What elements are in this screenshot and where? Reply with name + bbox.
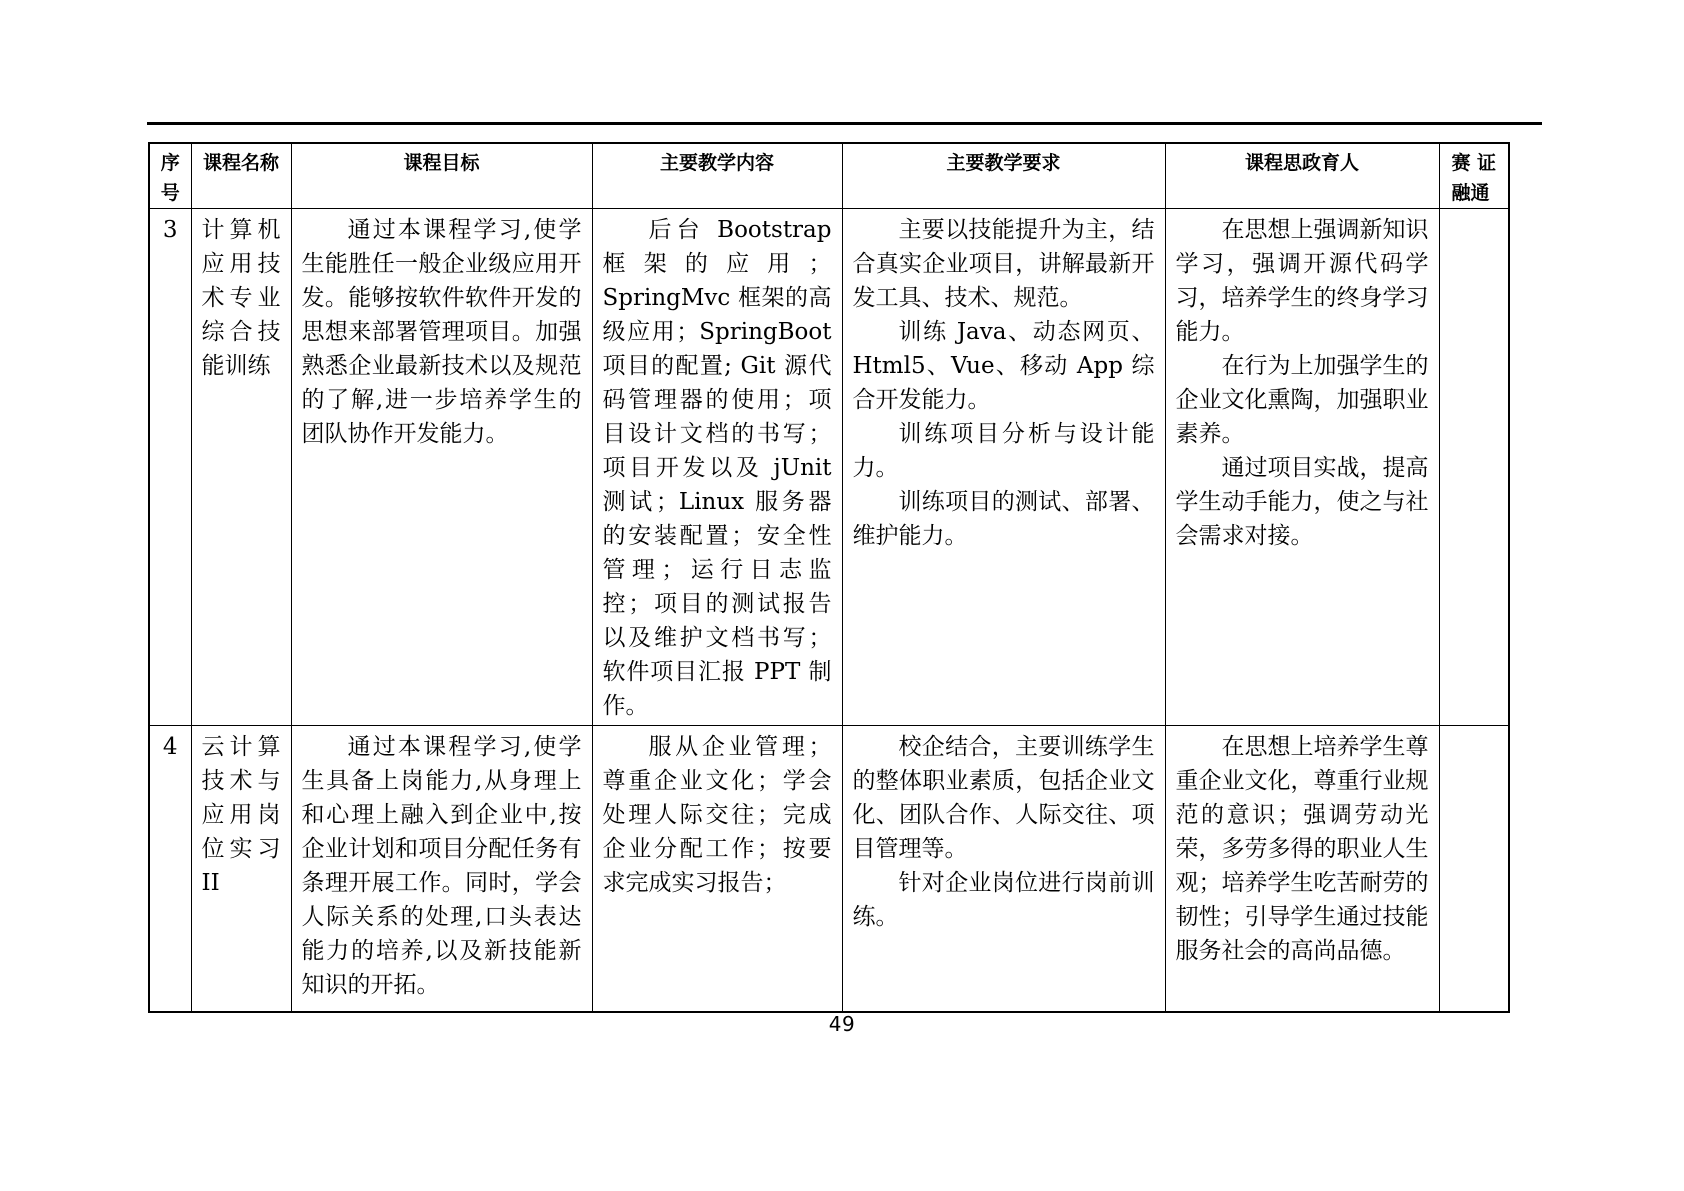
curriculum-table <box>148 142 1510 1013</box>
cell-objectives <box>291 726 592 1012</box>
cell-objectives <box>291 209 592 726</box>
cell-ideology <box>1165 209 1439 726</box>
column-header-index: 序号 <box>149 143 191 209</box>
paragraph: 训练 Java、动态网页、Html5、Vue、移动 App 综合开发能力。 <box>852 319 1155 413</box>
column-header-fusion: 赛证融通 <box>1439 143 1509 209</box>
cell-content <box>592 726 842 1012</box>
paragraph: 后台 Bootstrap 框架的应用；SpringMvc 框架的高级应用；SpringBoot 项目的配置; Git 源代码管理器的使用；项目设计文档的书写；项目开发以及 jUnit 测试；Linux 服务器的安装配置；安全性管理；运行日志监控；项目的测试报告以及维护文档书写；软件项目汇报 PPT 制作。 <box>602 217 832 719</box>
column-header-objectives: 课程目标 <box>291 143 592 209</box>
cell-ideology <box>1165 726 1439 1012</box>
paragraph: 在行为上加强学生的企业文化熏陶，加强职业素养。 <box>1175 353 1429 447</box>
paragraph: 主要以技能提升为主，结合真实企业项目，讲解最新开发工具、技术、规范。 <box>852 217 1155 311</box>
cell-index: 3 <box>149 209 191 726</box>
paragraph: 校企结合，主要训练学生的整体职业素质，包括企业文化、团队合作、人际交往、项目管理等。 <box>852 734 1155 862</box>
cell-course-name: 云计算技术与应用岗位实习II <box>191 726 291 1012</box>
paragraph: 通过项目实战，提高学生动手能力，使之与社会需求对接。 <box>1175 455 1429 549</box>
cell-requirements <box>842 209 1165 726</box>
paragraph: 针对企业岗位进行岗前训练。 <box>852 870 1155 930</box>
table-row <box>149 726 1509 1012</box>
column-header-course-name: 课程名称 <box>191 143 291 209</box>
page-header-rule <box>147 122 1542 125</box>
paragraph: 在思想上培养学生尊重企业文化，尊重行业规范的意识；强调劳动光荣，多劳多得的职业人生观；培养学生吃苦耐劳的韧性；引导学生通过技能服务社会的高尚品德。 <box>1175 734 1429 964</box>
paragraph: 训练项目的测试、部署、维护能力。 <box>852 489 1155 549</box>
column-header-content: 主要教学内容 <box>592 143 842 209</box>
paragraph: 训练项目分析与设计能力。 <box>852 421 1155 481</box>
column-header-ideology: 课程思政育人 <box>1165 143 1439 209</box>
table-header-row <box>149 143 1509 209</box>
cell-index: 4 <box>149 726 191 1012</box>
cell-course-name: 计算机应用技术专业综合技能训练 <box>191 209 291 726</box>
column-header-requirements: 主要教学要求 <box>842 143 1165 209</box>
cell-requirements <box>842 726 1165 1012</box>
cell-fusion <box>1439 726 1509 1012</box>
paragraph: 通过本课程学习,使学生具备上岗能力,从身理上和心理上融入到企业中,按企业计划和项目分配任务有条理开展工作。同时，学会人际关系的处理,口头表达能力的培养,以及新技能新知识的开拓。 <box>301 734 582 998</box>
paragraph: 服从企业管理；尊重企业文化；学会处理人际交往；完成企业分配工作；按要求完成实习报告； <box>602 734 832 896</box>
page-number: 49 <box>828 1012 856 1036</box>
paragraph: 通过本课程学习,使学生能胜任一般企业级应用开发。能够按软件软件开发的思想来部署管理项目。加强熟悉企业最新技术以及规范的了解,进一步培养学生的团队协作开发能力。 <box>301 217 582 447</box>
cell-content <box>592 209 842 726</box>
cell-fusion <box>1439 209 1509 726</box>
paragraph: 在思想上强调新知识学习，强调开源代码学习，培养学生的终身学习能力。 <box>1175 217 1429 345</box>
table-row <box>149 209 1509 726</box>
